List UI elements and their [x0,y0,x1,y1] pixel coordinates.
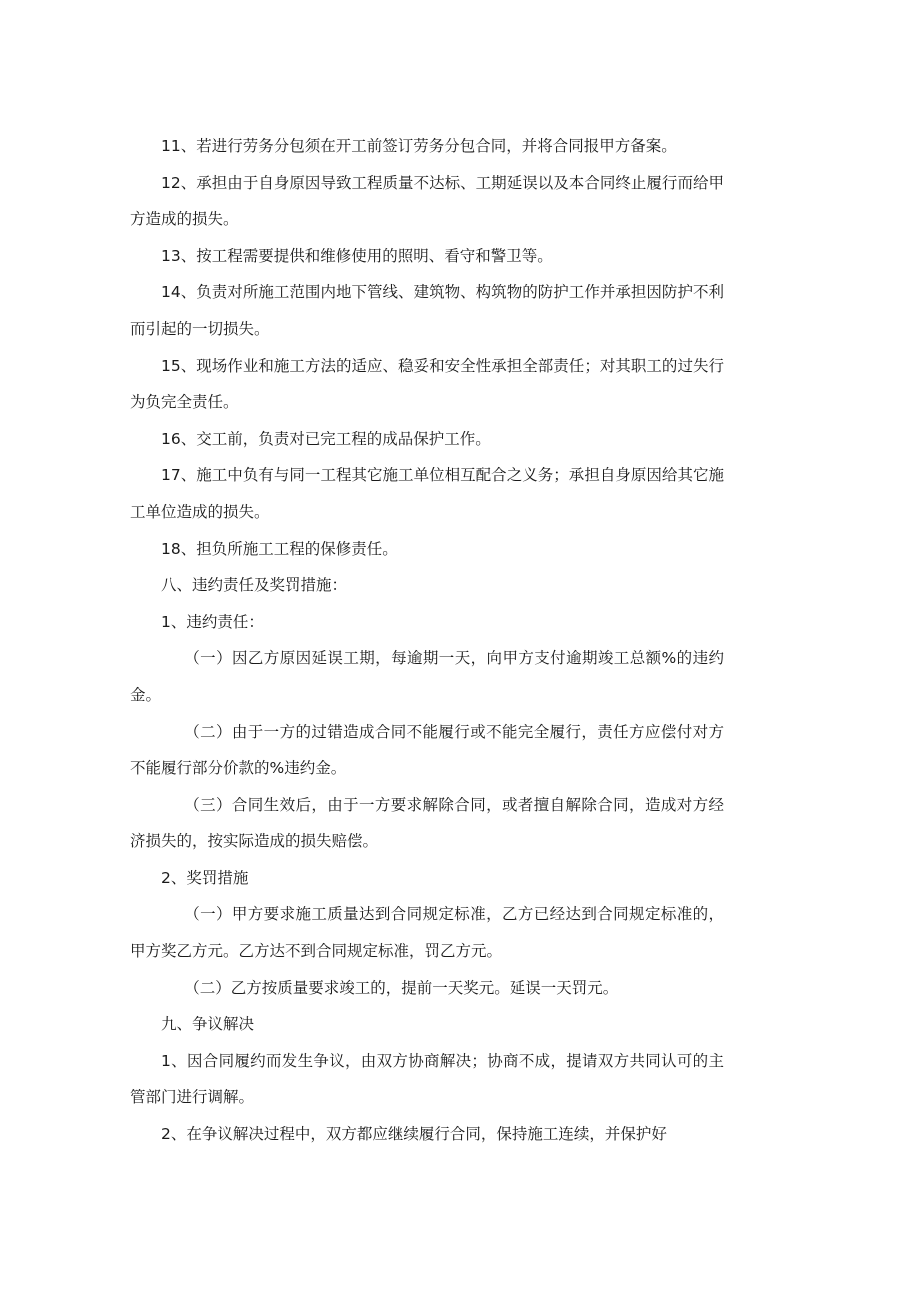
clause-12: 12、承担由于自身原因导致工程质量不达标、工期延误以及本合同终止履行而给甲方造成的损失。 [130,173,724,229]
dispute-item-1: 1、因合同履约而发生争议，由双方协商解决；协商不成，提请双方共同认可的主管部门进行调解。 [130,1051,724,1107]
reward-item-2: （二）乙方按质量要求竣工的，提前一天奖元。延误一天罚元。 [184,978,619,997]
breach-item-3: （三）合同生效后，由于一方要求解除合同，或者擅自解除合同，造成对方经济损失的，按实际造成的损失赔偿。 [130,795,724,851]
dispute-item-2: 2、在争议解决过程中，双方都应继续履行合同，保持施工连续，并保护好 [161,1125,667,1144]
sub-heading-breach: 1、违约责任： [161,612,264,631]
sub-heading-rewards: 2、奖罚措施 [161,868,249,887]
clause-13: 13、按工程需要提供和维修使用的照明、看守和警卫等。 [161,246,553,265]
section-heading-9: 九、争议解决 [161,1015,255,1034]
clause-14: 14、负责对所施工范围内地下管线、建筑物、构筑物的防护工作并承担因防护不利而引起的一切损失。 [130,283,724,338]
clause-18: 18、担负所施工工程的保修责任。 [161,539,398,558]
section-heading-8: 八、违约责任及奖罚措施： [161,576,348,595]
clause-16: 16、交工前，负责对已完工程的成品保护工作。 [161,429,491,448]
reward-item-1: （一）甲方要求施工质量达到合同规定标准，乙方已经达到合同规定标准的，甲方奖乙方元。乙方达不到合同规定标准，罚乙方元。 [130,905,724,961]
clause-15: 15、现场作业和施工方法的适应、稳妥和安全性承担全部责任；对其职工的过失行为负完全责任。 [130,356,724,412]
clause-17: 17、施工中负有与同一工程其它施工单位相互配合之义务；承担自身原因给其它施工单位造成的损失。 [130,466,724,521]
breach-item-1: （一）因乙方原因延误工期，每逾期一天，向甲方支付逾期竣工总额%的违约金。 [130,649,724,704]
document-page [130,128,724,1153]
clause-11: 11、若进行劳务分包须在开工前签订劳务分包合同，并将合同报甲方备案。 [161,137,677,155]
breach-item-2: （二）由于一方的过错造成合同不能履行或不能完全履行，责任方应偿付对方不能履行部分价款的%违约金。 [130,722,724,778]
